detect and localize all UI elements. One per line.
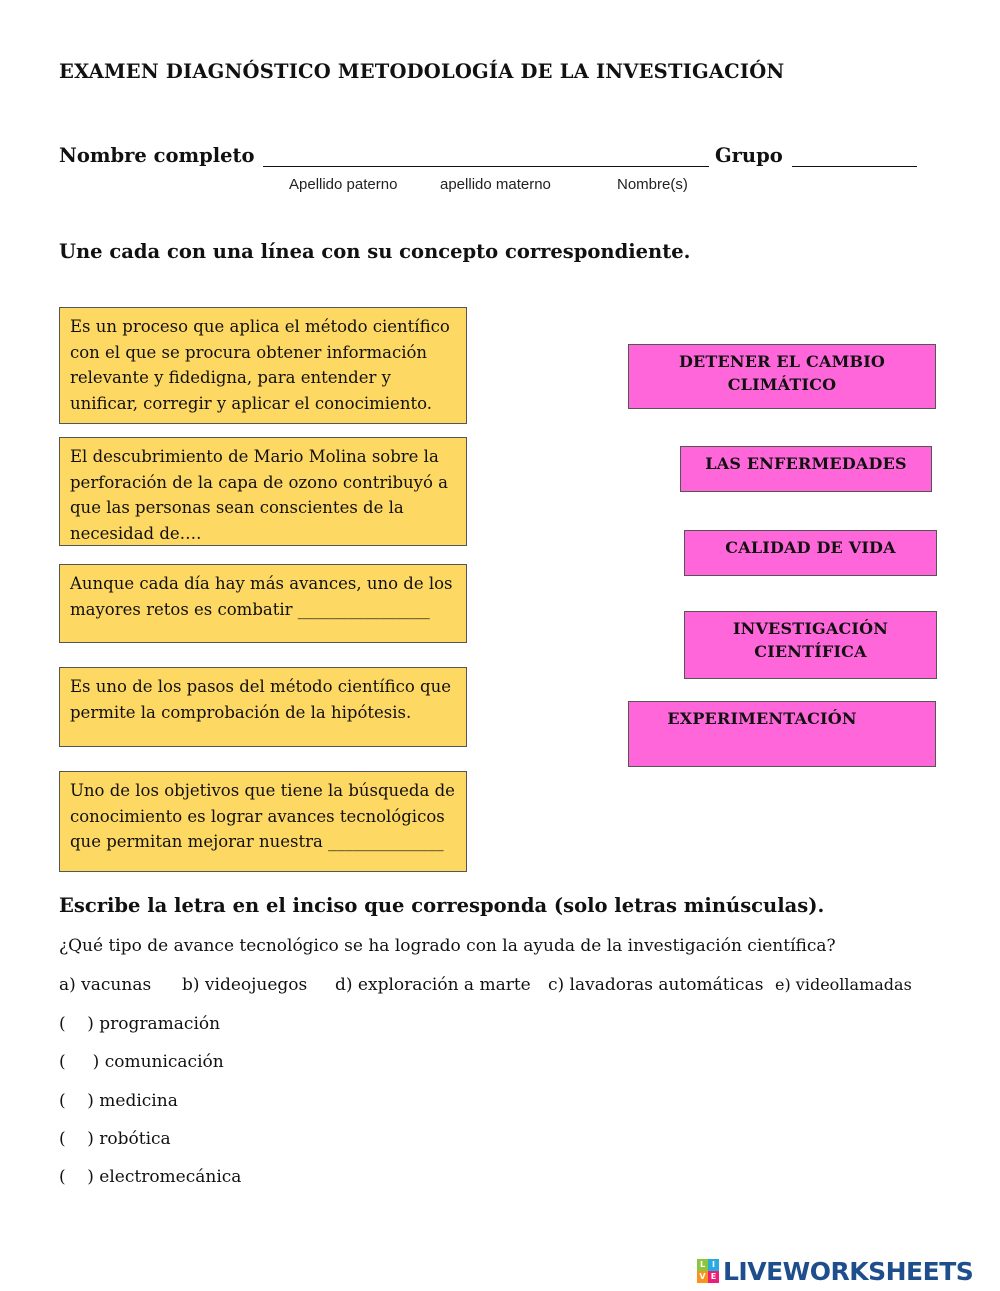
option-e: e) videollamadas xyxy=(775,975,912,994)
answer-item-comunicacion[interactable]: ( ) comunicación xyxy=(59,1052,224,1072)
concept-box-enfermedades[interactable]: LAS ENFERMEDADES xyxy=(680,446,932,492)
statement-box-4[interactable]: Es uno de los pasos del método científico que permite la comprobación de la hipótesis. xyxy=(59,667,467,747)
name-row xyxy=(59,144,939,174)
question-text: ¿Qué tipo de avance tecnológico se ha logrado con la ayuda de la investigación científica? xyxy=(59,936,836,956)
concept-box-experimentacion[interactable]: EXPERIMENTACIÓN xyxy=(628,701,936,767)
statement-box-3[interactable]: Aunque cada día hay más avances, uno de los mayores retos es combatir ________________ xyxy=(59,564,467,643)
sub-label-apellido-materno: apellido materno xyxy=(440,176,551,193)
section2-instruction: Escribe la letra en el inciso que corresponda (solo letras minúsculas). xyxy=(59,894,825,917)
page-title: EXAMEN DIAGNÓSTICO METODOLOGÍA DE LA INVESTIGACIÓN xyxy=(59,60,785,83)
logo-tile-l: L xyxy=(697,1259,708,1271)
name-input-line[interactable] xyxy=(263,166,709,167)
option-c: c) lavadoras automáticas xyxy=(548,975,764,995)
option-d: d) exploración a marte xyxy=(335,975,531,995)
concept-box-calidad-de-vida[interactable]: CALIDAD DE VIDA xyxy=(684,530,937,576)
liveworksheets-logo-text: LIVEWORKSHEETS xyxy=(723,1256,974,1286)
answer-item-electromecanica[interactable]: ( ) electromecánica xyxy=(59,1167,242,1187)
concept-box-cambio-climatico[interactable]: DETENER EL CAMBIO CLIMÁTICO xyxy=(628,344,936,409)
statement-box-1[interactable]: Es un proceso que aplica el método científico con el que se procura obtener información relevante y fidedigna, para entender y unificar, corregir y aplicar el conocimiento. xyxy=(59,307,467,424)
answer-item-programacion[interactable]: ( ) programación xyxy=(59,1014,221,1034)
liveworksheets-logo xyxy=(697,1256,973,1286)
sub-label-apellido-paterno: Apellido paterno xyxy=(289,176,398,193)
answer-item-robotica[interactable]: ( ) robótica xyxy=(59,1129,171,1149)
logo-tile-i: I xyxy=(708,1259,719,1271)
group-label: Grupo xyxy=(715,144,783,167)
section1-instruction: Une cada con una línea con su concepto correspondiente. xyxy=(59,240,691,263)
group-input-line[interactable] xyxy=(792,166,917,167)
liveworksheets-logo-icon xyxy=(697,1259,719,1283)
statement-box-5[interactable]: Uno de los objetivos que tiene la búsqueda de conocimiento es lograr avances tecnológicos que permitan mejorar nuestra ______________ xyxy=(59,771,467,872)
logo-tile-e: E xyxy=(708,1271,719,1283)
sub-label-nombres: Nombre(s) xyxy=(617,176,688,193)
statement-box-2[interactable]: El descubrimiento de Mario Molina sobre la perforación de la capa de ozono contribuyó a que las personas sean conscientes de la necesidad de…. xyxy=(59,437,467,546)
option-a: a) vacunas xyxy=(59,975,152,995)
logo-tile-v: V xyxy=(697,1271,708,1283)
answer-item-medicina[interactable]: ( ) medicina xyxy=(59,1091,178,1111)
concept-box-investigacion-cientifica[interactable]: INVESTIGACIÓN CIENTÍFICA xyxy=(684,611,937,679)
option-b: b) videojuegos xyxy=(182,975,308,995)
name-label: Nombre completo xyxy=(59,144,255,167)
